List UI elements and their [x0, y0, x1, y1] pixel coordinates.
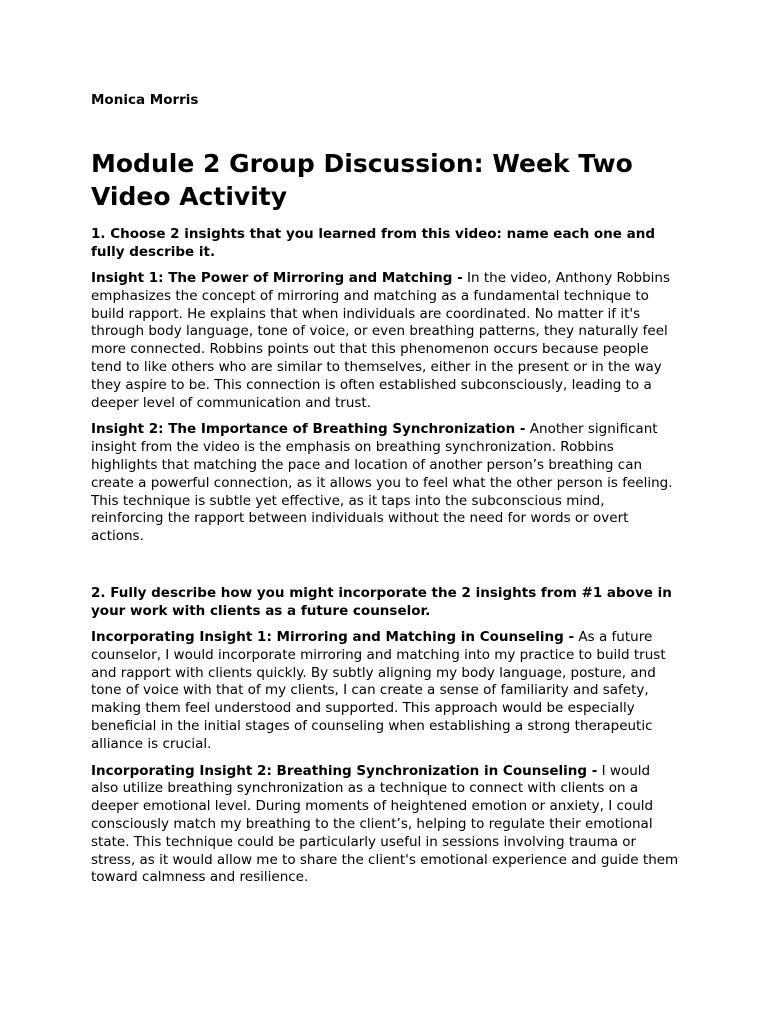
insight-1-paragraph — [91, 270, 681, 412]
incorporating-insight-2-paragraph — [91, 763, 681, 888]
incorporating-insight-1-paragraph — [91, 629, 681, 754]
insight-2-heading: Insight 2: The Importance of Breathing Synchronization - — [91, 421, 526, 438]
incorporating-insight-2-body: I would also utilize breathing synchronization as a technique to connect with clients on a deeper emotional level. During moments of heightened emotion or anxiety, I could consciously match my breathing to the client’s, helping to regulate their emotional state. This technique could be particularly useful in sessions involving trauma or stress, as it would allow me to share the client's emotional experience and guide them toward calmness and resilience. — [91, 762, 679, 886]
insight-1-body: In the video, Anthony Robbins emphasizes the concept of mirroring and matching as a fundamental technique to build rapport. He explains that when individuals are coordinated. No matter if it's through body language, tone of voice, or even breathing patterns, they naturally feel more connected. Robbins points out that this phenomenon occurs because people tend to like others who are similar to themselves, either in the present or in the way they aspire to be. This connection is often established subconsciously, leading to a deeper level of communication and trust. — [91, 270, 670, 411]
insight-1-heading: Insight 1: The Power of Mirroring and Matching - — [91, 270, 463, 286]
page-title: Module 2 Group Discussion: Week Two Video Activity — [91, 149, 633, 211]
incorporating-insight-1-body: As a future counselor, I would incorporate mirroring and matching into my practice to build trust and rapport with clients quickly. By subtly aligning my body language, posture, and tone of voice with that of my clients, I can create a sense of familiarity and safety, making them feel understood and supported. This approach would be especially beneficial in the initial stages of counseling when establishing a strong therapeutic alliance is crucial. — [91, 628, 666, 752]
author-name: Monica Morris — [91, 92, 199, 108]
question-1: 1. Choose 2 insights that you learned from this video: name each one and fully describe it. — [91, 226, 656, 260]
incorporating-insight-1-heading: Incorporating Insight 1: Mirroring and Matching in Counseling - — [91, 628, 575, 645]
question-2: 2. Fully describe how you might incorporate the 2 insights from #1 above in your work with clients as a future counselor. — [91, 584, 672, 619]
document-page — [91, 92, 681, 887]
incorporating-insight-2-heading: Incorporating Insight 2: Breathing Synchronization in Counseling - — [91, 762, 598, 779]
insight-2-paragraph — [91, 421, 681, 546]
insight-2-body: Another significant insight from the video is the emphasis on breathing synchronization. Robbins highlights that matching the pace and location of another person’s breathing can create a powerful connection, as it allows you to feel what the other person is feeling. This technique is subtle yet effective, as it taps into the subconscious mind, reinforcing the rapport between individuals without the need for words or overt actions. — [91, 421, 673, 545]
